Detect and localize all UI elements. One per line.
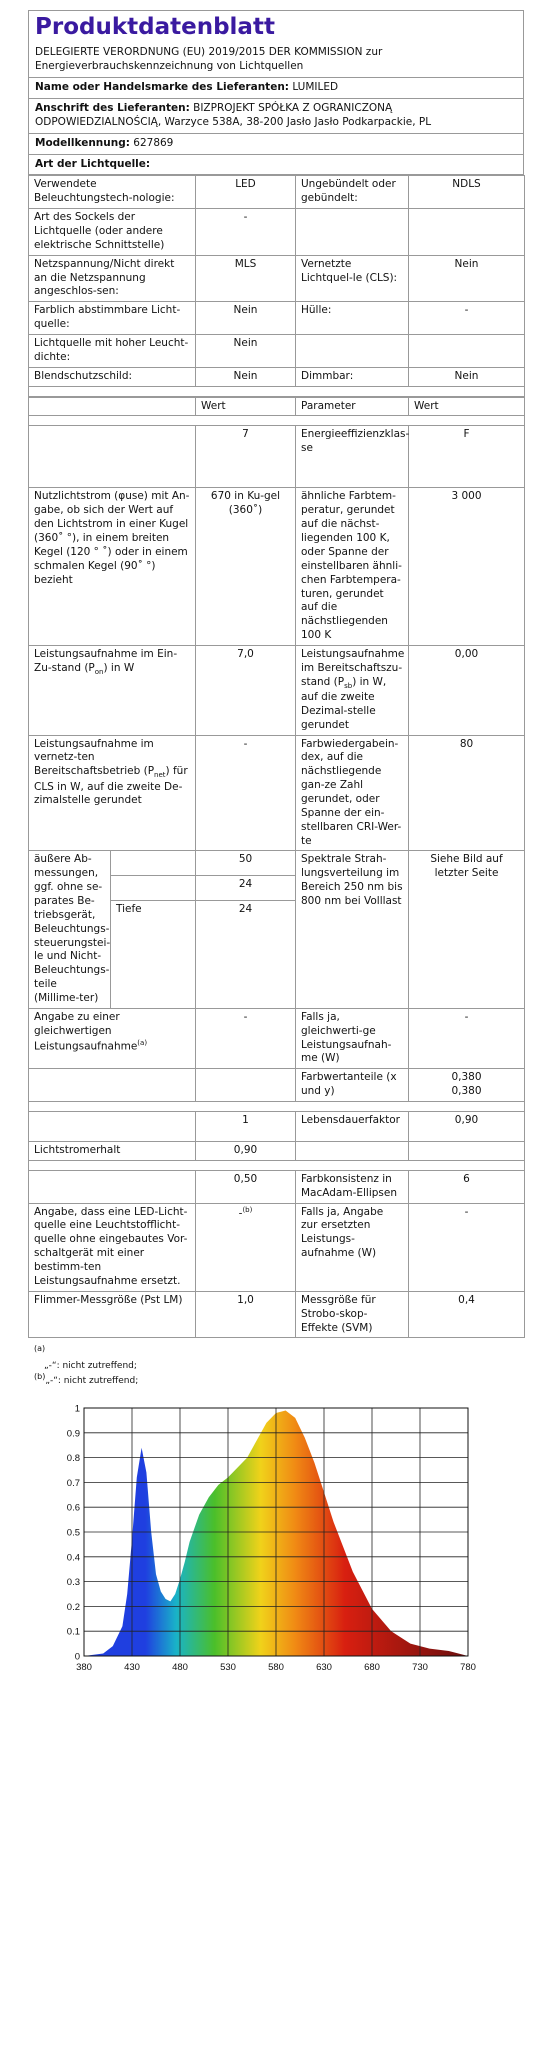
table-row bbox=[29, 426, 525, 488]
table-row bbox=[29, 255, 525, 302]
param-value: Siehe Bild auf letzter Seite bbox=[409, 851, 525, 1008]
type-value: MLS bbox=[196, 255, 296, 302]
table-row bbox=[29, 1112, 525, 1142]
y-tick-label: 0.1 bbox=[66, 1626, 80, 1638]
table-row bbox=[29, 1008, 525, 1068]
table-row bbox=[29, 1069, 525, 1102]
x-tick-label: 530 bbox=[220, 1662, 236, 1673]
type-value: NDLS bbox=[409, 176, 525, 209]
model-label: Modellkennung: bbox=[35, 136, 130, 149]
label-part: Angabe zu einer gleichwertigen Leistungsaufnahme bbox=[34, 1010, 138, 1053]
parameters-header-row bbox=[29, 397, 525, 416]
param-value: - bbox=[409, 1203, 525, 1291]
x-tick-label: 730 bbox=[412, 1662, 428, 1673]
table-row bbox=[29, 645, 525, 735]
param-value: 0,90 bbox=[409, 1112, 525, 1142]
param-value bbox=[196, 1069, 296, 1102]
label-subscript: net bbox=[154, 771, 166, 780]
param-label bbox=[29, 426, 196, 488]
label-subscript: sb bbox=[344, 681, 353, 690]
param-label: Lichtstromerhalt bbox=[29, 1142, 196, 1161]
table-row bbox=[29, 302, 525, 335]
supplier-row bbox=[29, 77, 523, 98]
param-label: ähnliche Farbtem-peratur, gerundet auf die nächst-liegenden 100 K, oder Spanne der einstellbaren ähnli-chen Farbtempera-turen, gerundet auf die nächstliegenden 100 K bbox=[296, 488, 409, 645]
label-part: ) in W, auf die zweite Dezimal-stelle gerundet bbox=[301, 675, 387, 731]
type-label bbox=[296, 209, 409, 256]
footnote-b bbox=[34, 1372, 524, 1387]
y-tick-label: 0.4 bbox=[66, 1552, 80, 1564]
param-value bbox=[409, 1069, 525, 1102]
param-label bbox=[29, 735, 196, 851]
type-value: Nein bbox=[409, 367, 525, 386]
param-label: Falls ja, Angabe zur ersetzten Leistungs-aufnahme (W) bbox=[296, 1203, 409, 1291]
param-label bbox=[29, 1069, 196, 1102]
footnote-marker: (b) bbox=[34, 1371, 46, 1381]
param-value: 0,4 bbox=[409, 1291, 525, 1338]
param-label: Farbwertanteile (x und y) bbox=[296, 1069, 409, 1102]
header-parameter: Parameter bbox=[296, 397, 409, 416]
type-value: - bbox=[409, 302, 525, 335]
type-value: Nein bbox=[196, 367, 296, 386]
address-value: BIZPROJEKT SPÓŁKA Z OGRANICZONĄ ODPOWIEDZIALNOŚCIĄ, Warzyce 538A, 38-200 Jasło Jasło Podkarpackie, PL bbox=[35, 102, 432, 128]
type-label: Blendschutzschild: bbox=[29, 367, 196, 386]
param-label: Messgröße für Strobo-skop-Effekte (SVM) bbox=[296, 1291, 409, 1338]
param-label bbox=[29, 645, 196, 735]
x-tick-label: 680 bbox=[364, 1662, 380, 1673]
dimension-label bbox=[111, 876, 196, 901]
type-value bbox=[409, 335, 525, 368]
chromaticity-y: 0,380 bbox=[451, 1085, 482, 1098]
y-tick-label: 0.3 bbox=[66, 1577, 80, 1589]
dimension-value: 24 bbox=[196, 876, 296, 901]
footnotes bbox=[28, 1344, 524, 1386]
label-part: ) in W bbox=[103, 661, 135, 674]
param-value: 3 000 bbox=[409, 488, 525, 645]
table-row bbox=[29, 488, 525, 645]
param-label: Nutzlichtstrom (φuse) mit An-gabe, ob sich der Wert auf den Lichtstrom in einer Kugel (360˚ °), in einem breiten Kegel (120 ° ˚) oder in einem schmalen Kegel (90˚ °) bezieht bbox=[29, 488, 196, 645]
type-value: Nein bbox=[409, 255, 525, 302]
type-label bbox=[296, 335, 409, 368]
param-value: - bbox=[409, 1008, 525, 1068]
table-row bbox=[29, 1291, 525, 1338]
param-value: 0,00 bbox=[409, 645, 525, 735]
param-label: Farbkonsistenz in MacAdam-Ellipsen bbox=[296, 1170, 409, 1203]
chromaticity-x: 0,380 bbox=[451, 1071, 482, 1084]
y-tick-label: 0.6 bbox=[66, 1502, 80, 1514]
x-tick-label: 580 bbox=[268, 1662, 284, 1673]
regulation-text: DELEGIERTE VERORDNUNG (EU) 2019/2015 DER KOMMISSION zur Energieverbrauchskennzeichnung von Lichtquellen bbox=[35, 46, 383, 73]
dimension-label: Tiefe bbox=[111, 900, 196, 1008]
header-wert: Wert bbox=[196, 397, 296, 416]
param-label: Spektrale Strah-lungsverteilung im Bereich 250 nm bis 800 nm bei Volllast bbox=[296, 851, 409, 1008]
value-part: - bbox=[238, 1207, 243, 1220]
footnote-text: „-“: nicht zutreffend; bbox=[45, 1375, 139, 1386]
model-row bbox=[29, 133, 523, 154]
table-row bbox=[29, 176, 525, 209]
table-row bbox=[29, 367, 525, 386]
header-block bbox=[28, 44, 524, 175]
table-row bbox=[29, 851, 525, 876]
type-label: Lichtquelle mit hoher Leucht-dichte: bbox=[29, 335, 196, 368]
type-label: Netzspannung/Nicht direkt an die Netzspannung angeschlos-sen: bbox=[29, 255, 196, 302]
dimension-label bbox=[111, 851, 196, 876]
table-row bbox=[29, 209, 525, 256]
footnote-text: „-“: nicht zutreffend; bbox=[44, 1360, 137, 1371]
energy-class-value: F bbox=[409, 426, 525, 488]
parameters-table bbox=[28, 397, 525, 1339]
param-value: 1 bbox=[196, 1112, 296, 1142]
x-tick-label: 480 bbox=[172, 1662, 188, 1673]
y-tick-label: 0.7 bbox=[66, 1477, 80, 1489]
type-value: Nein bbox=[196, 302, 296, 335]
label-part: Leistungsaufnahme im Bereitschaftszu-stand (P bbox=[301, 647, 405, 688]
table-row bbox=[29, 735, 525, 851]
y-tick-label: 0.8 bbox=[66, 1453, 80, 1465]
param-value: - bbox=[196, 1008, 296, 1068]
param-label bbox=[29, 1008, 196, 1068]
spacer-row bbox=[29, 1102, 525, 1112]
param-value: 7 bbox=[196, 426, 296, 488]
y-tick-label: 0.9 bbox=[66, 1428, 80, 1440]
label-part: Leistungsaufnahme im vernetz-ten Bereitschaftsbetrieb (P bbox=[34, 737, 155, 778]
label-part: Leistungsaufnahme im Ein-Zu-stand (P bbox=[34, 647, 178, 674]
type-label: Art des Sockels der Lichtquelle (oder andere elektrische Schnittstelle) bbox=[29, 209, 196, 256]
type-value bbox=[409, 209, 525, 256]
page-title: Produktdatenblatt bbox=[28, 10, 524, 44]
supplier-label: Name oder Handelsmarke des Lieferanten: bbox=[35, 81, 289, 94]
address-label: Anschrift des Lieferanten: bbox=[35, 102, 190, 115]
type-value: LED bbox=[196, 176, 296, 209]
x-tick-label: 430 bbox=[124, 1662, 140, 1673]
param-value bbox=[196, 1203, 296, 1291]
type-label: Farblich abstimmbare Licht-quelle: bbox=[29, 302, 196, 335]
param-label: Farbwiedergabein-dex, auf die nächstliegende gan-ze Zahl gerundet, oder Spanne der ein-stellbaren CRI-Wer-te bbox=[296, 735, 409, 851]
y-tick-label: 0.2 bbox=[66, 1601, 80, 1613]
param-value bbox=[409, 1142, 525, 1161]
param-label bbox=[29, 1170, 196, 1203]
type-label: Verwendete Beleuchtungstech-nologie: bbox=[29, 176, 196, 209]
dimension-value: 50 bbox=[196, 851, 296, 876]
param-value: 0,50 bbox=[196, 1170, 296, 1203]
type-label: Vernetzte Lichtquel-le (CLS): bbox=[296, 255, 409, 302]
dimension-value: 24 bbox=[196, 900, 296, 1008]
y-tick-label: 1 bbox=[74, 1403, 80, 1415]
type-label: Hülle: bbox=[296, 302, 409, 335]
spacer-row bbox=[29, 386, 525, 396]
param-label: Flimmer-Messgröße (Pst LM) bbox=[29, 1291, 196, 1338]
param-value: 0,90 bbox=[196, 1142, 296, 1161]
spectral-distribution-chart bbox=[60, 1400, 492, 1700]
param-label bbox=[296, 645, 409, 735]
param-value: 670 in Ku-gel (360˚) bbox=[196, 488, 296, 645]
dimensions-label: äußere Ab-messungen, ggf. ohne se-parates Be-triebsgerät, Beleuchtungs-steuerungstei-le und Nicht-Beleuchtungs-teile (Millime-ter) bbox=[29, 851, 111, 1008]
product-datasheet bbox=[28, 10, 524, 1387]
table-row bbox=[29, 335, 525, 368]
label-subscript: on bbox=[94, 667, 104, 676]
param-label: Angabe, dass eine LED-Licht-quelle eine Leuchtstofflicht-quelle ohne eingebautes Vor-schaltgerät mit einer bestimm-ten Leistungsaufnahme ersetzt. bbox=[29, 1203, 196, 1291]
y-tick-label: 0.5 bbox=[66, 1527, 80, 1539]
param-value: 1,0 bbox=[196, 1291, 296, 1338]
footnote-marker: (b) bbox=[242, 1205, 253, 1214]
address-row bbox=[29, 98, 523, 133]
type-value: - bbox=[196, 209, 296, 256]
type-label: Dimmbar: bbox=[296, 367, 409, 386]
type-label: Ungebündelt oder gebündelt: bbox=[296, 176, 409, 209]
table-row bbox=[29, 1203, 525, 1291]
light-source-type-label: Art der Lichtquelle: bbox=[29, 154, 523, 175]
param-label: Lebensdauerfaktor bbox=[296, 1112, 409, 1142]
light-source-type-table bbox=[28, 175, 525, 396]
param-value: - bbox=[196, 735, 296, 851]
param-label: Falls ja, gleichwerti-ge Leistungsaufnah-me (W) bbox=[296, 1008, 409, 1068]
param-label bbox=[296, 1142, 409, 1161]
param-value: 7,0 bbox=[196, 645, 296, 735]
param-label: Energieeffizienzklas-se bbox=[296, 426, 409, 488]
label-part: ) für CLS in W, auf die zweite De-zimalstelle gerundet bbox=[34, 765, 188, 807]
header-wert: Wert bbox=[409, 397, 525, 416]
table-row bbox=[29, 1170, 525, 1203]
param-value: 80 bbox=[409, 735, 525, 851]
param-label bbox=[29, 1112, 196, 1142]
supplier-value: LUMILED bbox=[292, 81, 339, 94]
model-value: 627869 bbox=[133, 136, 174, 149]
y-tick-label: 0 bbox=[74, 1651, 80, 1663]
spacer-row bbox=[29, 1160, 525, 1170]
table-row bbox=[29, 1142, 525, 1161]
spacer-row bbox=[29, 416, 525, 426]
x-tick-label: 630 bbox=[316, 1662, 332, 1673]
footnote-a bbox=[34, 1344, 524, 1371]
x-tick-label: 380 bbox=[76, 1662, 92, 1673]
param-value: 6 bbox=[409, 1170, 525, 1203]
type-value: Nein bbox=[196, 335, 296, 368]
footnote-marker: (a) bbox=[34, 1344, 46, 1354]
x-tick-label: 780 bbox=[460, 1662, 476, 1673]
footnote-marker: (a) bbox=[137, 1038, 148, 1047]
